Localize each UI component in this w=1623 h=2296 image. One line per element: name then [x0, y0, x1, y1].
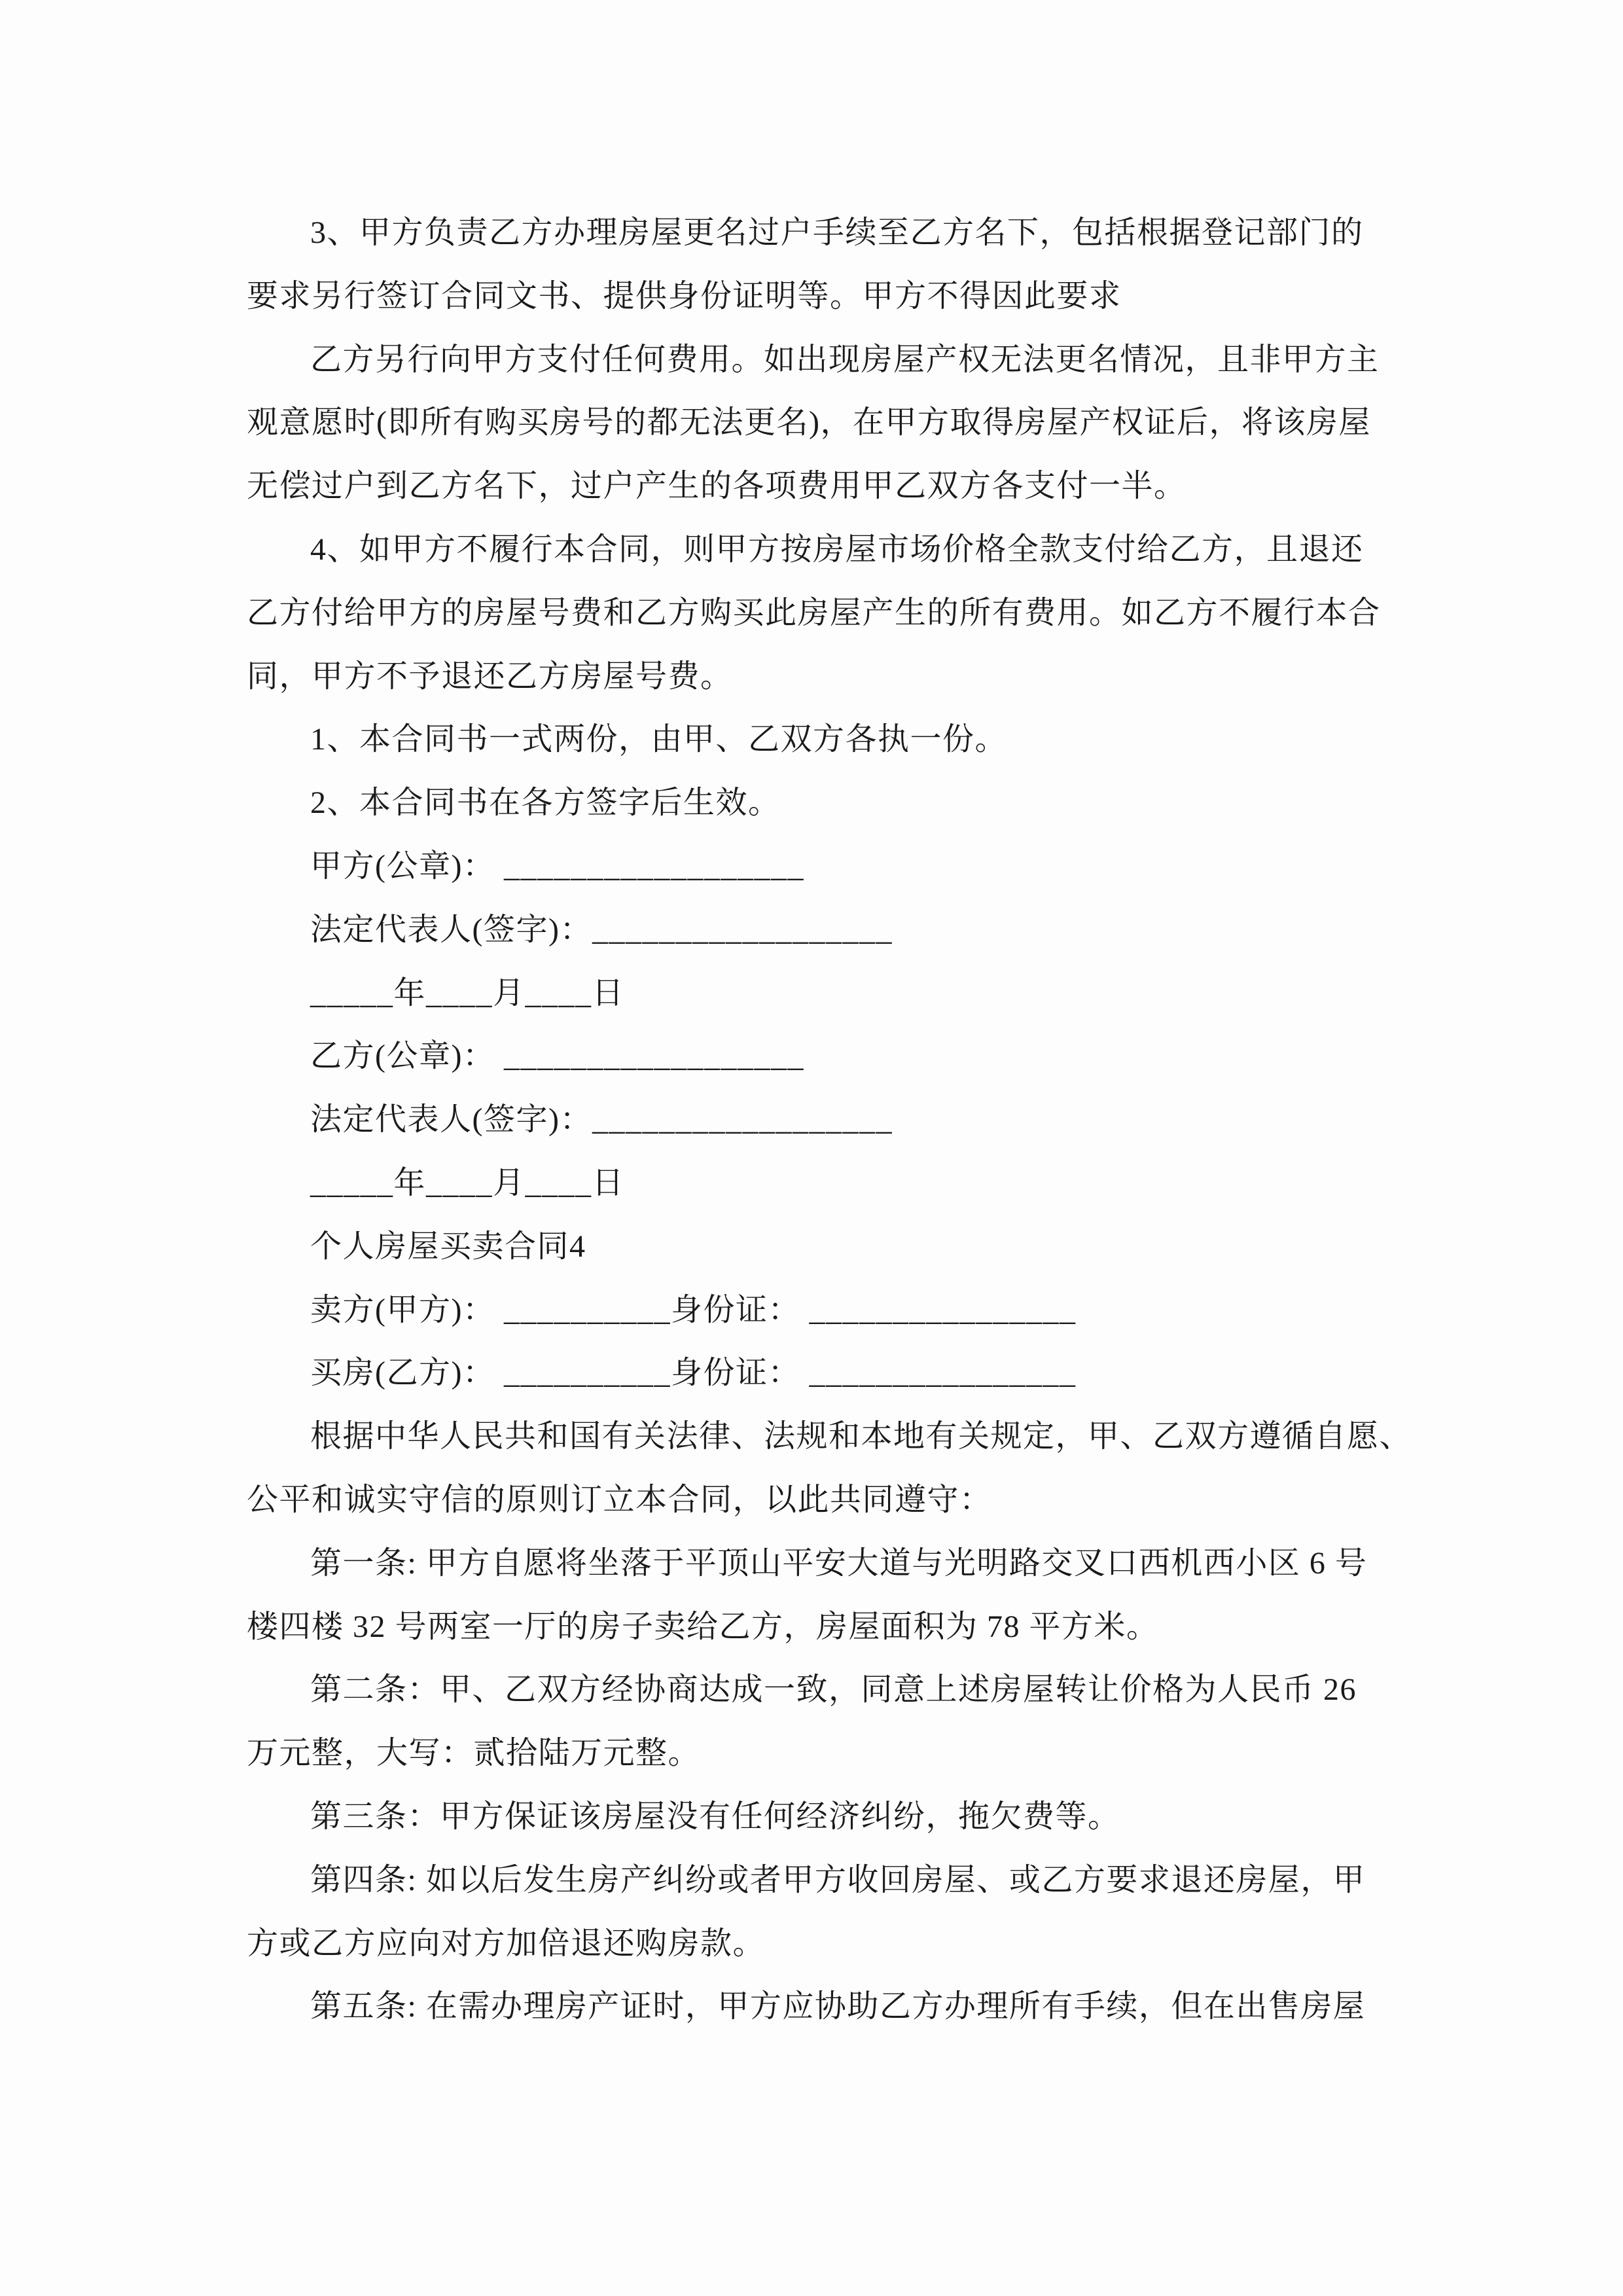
text-line: 1、本合同书一式两份，由甲、乙双方各执一份。 — [310, 722, 1008, 757]
text-line: 方或乙方应向对方加倍退还购房款。 — [247, 1926, 766, 1961]
text-line: 根据中华人民共和国有关法律、法规和本地有关规定，甲、乙双方遵循自愿、 — [310, 1419, 1412, 1454]
text-line: 个人房屋买卖合同4 — [310, 1229, 586, 1264]
text-line: 2、本合同书在各方签字后生效。 — [310, 785, 781, 821]
text-line: 第一条: 甲方自愿将坐落于平顶山平安大道与光明路交叉口西机西小区 6 号 — [310, 1545, 1368, 1581]
text-line: 法定代表人(签字)：__________________ — [310, 912, 893, 947]
text-line: 买房(乙方)： __________身份证： ________________ — [310, 1355, 1077, 1391]
text-line: 第二条：甲、乙双方经协商达成一致，同意上述房屋转让价格为人民币 26 — [310, 1672, 1357, 1708]
text-line: 观意愿时(即所有购买房号的都无法更名)，在甲方取得房屋产权证后，将该房屋 — [247, 405, 1371, 440]
text-line: 乙方付给甲方的房屋号费和乙方购买此房屋产生的所有费用。如乙方不履行本合 — [247, 595, 1381, 630]
text-line: 乙方(公章)： __________________ — [310, 1039, 804, 1074]
text-line: 乙方另行向甲方支付任何费用。如出现房屋产权无法更名情况，且非甲方主 — [310, 342, 1380, 377]
text-line: 第三条：甲方保证该房屋没有任何经济纠纷，拖欠费等。 — [310, 1799, 1120, 1834]
text-line: 甲方(公章)： __________________ — [310, 848, 804, 884]
text-line: 法定代表人(签字)：__________________ — [310, 1102, 893, 1138]
text-line: _____年____月____日 — [310, 975, 625, 1011]
text-line: 无偿过户到乙方名下，过户产生的各项费用甲乙双方各支付一半。 — [247, 469, 1186, 504]
text-line: 同，甲方不予退还乙方房屋号费。 — [247, 658, 733, 694]
text-line: 第五条: 在需办理房产证时，甲方应协助乙方办理所有手续，但在出售房屋 — [310, 1989, 1366, 2024]
text-line: 要求另行签订合同文书、提供身份证明等。甲方不得因此要求 — [247, 278, 1122, 314]
text-line: 万元整，大写：贰拾陆万元整。 — [247, 1736, 701, 1771]
text-line: 4、如甲方不履行本合同，则甲方按房屋市场价格全款支付给乙方，且退还 — [310, 531, 1364, 567]
text-line: 3、甲方负责乙方办理房屋更名过户手续至乙方名下，包括根据登记部门的 — [310, 215, 1364, 250]
text-line: 卖方(甲方)： __________身份证： ________________ — [310, 1292, 1077, 1327]
text-line: 第四条: 如以后发生房产纠纷或者甲方收回房屋、或乙方要求退还房屋，甲 — [310, 1862, 1366, 1897]
text-line: _____年____月____日 — [310, 1165, 625, 1200]
text-line: 公平和诚实守信的原则订立本合同，以此共同遵守： — [247, 1482, 992, 1517]
text-line: 楼四楼 32 号两室一厅的房子卖给乙方，房屋面积为 78 平方米。 — [247, 1609, 1159, 1644]
document-body — [247, 202, 1412, 2039]
